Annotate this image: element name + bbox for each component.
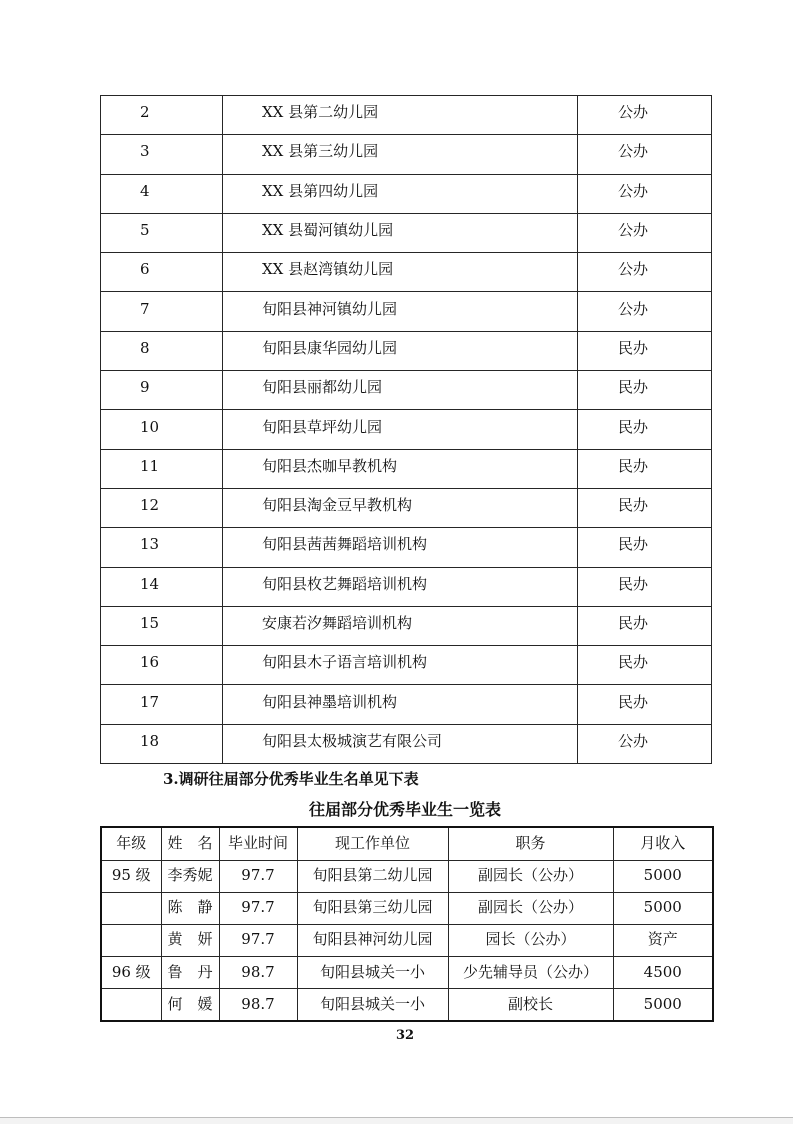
graduation-date-cell: 97.7 [219, 924, 297, 956]
ownership-type-cell: 民办 [578, 646, 712, 685]
table-row [101, 567, 712, 606]
row-number-cell: 7 [101, 292, 223, 331]
ownership-type-cell: 公办 [578, 213, 712, 252]
table-row [101, 213, 712, 252]
name-cell: 陈 静 [161, 892, 219, 924]
graduation-date-cell: 97.7 [219, 892, 297, 924]
row-number-cell: 12 [101, 488, 223, 527]
table-row [101, 331, 712, 370]
table-row [101, 646, 712, 685]
table-row [101, 410, 712, 449]
table-header-row [101, 827, 713, 860]
graduates-table [100, 826, 714, 1022]
row-number-cell: 9 [101, 371, 223, 410]
ownership-type-cell: 公办 [578, 292, 712, 331]
graduation-date-cell: 98.7 [219, 957, 297, 989]
row-number-cell: 15 [101, 606, 223, 645]
table-row [101, 488, 712, 527]
header-cell-income: 月收入 [613, 827, 713, 860]
institution-name-cell: 旬阳县淘金豆早教机构 [223, 488, 578, 527]
row-number-cell: 6 [101, 253, 223, 292]
section-heading: 3.调研往届部分优秀毕业生名单见下表 [163, 770, 419, 788]
institution-name-cell: 旬阳县神河镇幼儿园 [223, 292, 578, 331]
position-cell: 少先辅导员（公办） [448, 957, 613, 989]
income-cell: 5000 [613, 860, 713, 892]
institution-name-cell: 旬阳县枚艺舞蹈培训机构 [223, 567, 578, 606]
table-row [101, 860, 713, 892]
income-cell: 5000 [613, 892, 713, 924]
institution-name-cell: 旬阳县杰咖早教机构 [223, 449, 578, 488]
table-row [101, 924, 713, 956]
table-row [101, 253, 712, 292]
institution-name-cell: 旬阳县茜茜舞蹈培训机构 [223, 528, 578, 567]
row-number-cell: 2 [101, 96, 223, 135]
grade-cell [101, 924, 161, 956]
table-row [101, 724, 712, 763]
name-cell: 李秀妮 [161, 860, 219, 892]
table-row [101, 957, 713, 989]
row-number-cell: 17 [101, 685, 223, 724]
row-number-cell: 4 [101, 174, 223, 213]
header-cell-graduation-date: 毕业时间 [219, 827, 297, 860]
grade-cell [101, 892, 161, 924]
income-cell: 5000 [613, 989, 713, 1021]
institution-name-cell: 安康若汐舞蹈培训机构 [223, 606, 578, 645]
table-row [101, 292, 712, 331]
graduation-date-cell: 98.7 [219, 989, 297, 1021]
header-cell-grade: 年级 [101, 827, 161, 860]
institution-name-cell: XX 县第三幼儿园 [223, 135, 578, 174]
header-cell-name: 姓 名 [161, 827, 219, 860]
name-cell: 黄 妍 [161, 924, 219, 956]
kindergarten-table [100, 95, 712, 764]
institution-name-cell: XX 县赵湾镇幼儿园 [223, 253, 578, 292]
institution-name-cell: XX 县第二幼儿园 [223, 96, 578, 135]
institution-name-cell: 旬阳县丽都幼儿园 [223, 371, 578, 410]
grade-cell [101, 989, 161, 1021]
table-row [101, 135, 712, 174]
table-row [101, 449, 712, 488]
institution-name-cell: XX 县蜀河镇幼儿园 [223, 213, 578, 252]
graduates-table-title: 往届部分优秀毕业生一览表 [308, 800, 501, 819]
income-cell: 资产 [613, 924, 713, 956]
ownership-type-cell: 民办 [578, 567, 712, 606]
ownership-type-cell: 民办 [578, 371, 712, 410]
position-cell: 副校长 [448, 989, 613, 1021]
workplace-cell: 旬阳县神河幼儿园 [297, 924, 448, 956]
ownership-type-cell: 民办 [578, 685, 712, 724]
row-number-cell: 5 [101, 213, 223, 252]
ownership-type-cell: 民办 [578, 410, 712, 449]
institution-name-cell: 旬阳县康华园幼儿园 [223, 331, 578, 370]
header-cell-position: 职务 [448, 827, 613, 860]
workplace-cell: 旬阳县城关一小 [297, 989, 448, 1021]
institution-name-cell: 旬阳县神墨培训机构 [223, 685, 578, 724]
position-cell: 副园长（公办） [448, 892, 613, 924]
row-number-cell: 14 [101, 567, 223, 606]
header-cell-workplace: 现工作单位 [297, 827, 448, 860]
table-row [101, 685, 712, 724]
ownership-type-cell: 公办 [578, 174, 712, 213]
workplace-cell: 旬阳县城关一小 [297, 957, 448, 989]
position-cell: 园长（公办） [448, 924, 613, 956]
page-number: 32 [395, 1028, 415, 1043]
ownership-type-cell: 公办 [578, 96, 712, 135]
grade-cell: 96 级 [101, 957, 161, 989]
ownership-type-cell: 公办 [578, 253, 712, 292]
table-row [101, 892, 713, 924]
row-number-cell: 16 [101, 646, 223, 685]
workplace-cell: 旬阳县第二幼儿园 [297, 860, 448, 892]
ownership-type-cell: 公办 [578, 135, 712, 174]
institution-name-cell: 旬阳县木子语言培训机构 [223, 646, 578, 685]
institution-name-cell: 旬阳县草坪幼儿园 [223, 410, 578, 449]
position-cell: 副园长（公办） [448, 860, 613, 892]
name-cell: 何 媛 [161, 989, 219, 1021]
table-row [101, 528, 712, 567]
table-row [101, 606, 712, 645]
table-row [101, 174, 712, 213]
income-cell: 4500 [613, 957, 713, 989]
ownership-type-cell: 民办 [578, 449, 712, 488]
row-number-cell: 13 [101, 528, 223, 567]
row-number-cell: 11 [101, 449, 223, 488]
table-row [101, 96, 712, 135]
ownership-type-cell: 民办 [578, 528, 712, 567]
institution-name-cell: 旬阳县太极城演艺有限公司 [223, 724, 578, 763]
ownership-type-cell: 民办 [578, 331, 712, 370]
row-number-cell: 3 [101, 135, 223, 174]
ownership-type-cell: 民办 [578, 488, 712, 527]
graduation-date-cell: 97.7 [219, 860, 297, 892]
workplace-cell: 旬阳县第三幼儿园 [297, 892, 448, 924]
row-number-cell: 18 [101, 724, 223, 763]
table-row [101, 371, 712, 410]
ownership-type-cell: 公办 [578, 724, 712, 763]
row-number-cell: 10 [101, 410, 223, 449]
table-row [101, 989, 713, 1021]
name-cell: 鲁 丹 [161, 957, 219, 989]
row-number-cell: 8 [101, 331, 223, 370]
ownership-type-cell: 民办 [578, 606, 712, 645]
institution-name-cell: XX 县第四幼儿园 [223, 174, 578, 213]
grade-cell: 95 级 [101, 860, 161, 892]
